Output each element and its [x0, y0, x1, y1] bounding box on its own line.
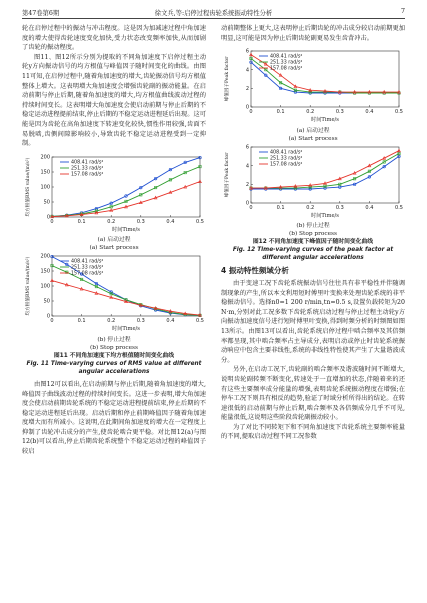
- y-tick-label: 0: [46, 214, 50, 221]
- y-tick-label: 0: [245, 104, 249, 111]
- peak-stop-chart: [221, 143, 405, 219]
- x-tick-label: 0: [50, 318, 54, 325]
- y-tick-label: 0: [245, 200, 249, 207]
- legend-label: 157.08 rad/s²: [270, 66, 303, 72]
- y-tick-label: 2: [245, 86, 249, 93]
- subcaption-en: (b) Stop process: [89, 344, 139, 351]
- series-line: [52, 181, 200, 216]
- subcaption: (a) 启动过程: [296, 127, 330, 134]
- x-tick-label: 0.4: [166, 318, 175, 325]
- y-tick-label: 2: [245, 181, 249, 188]
- x-tick-label: 0.1: [77, 318, 86, 325]
- y-axis-label: 均方根值RMS value/(m/s²): [26, 256, 31, 316]
- x-tick-label: 0.1: [276, 204, 285, 211]
- y-tick-label: 100: [40, 184, 50, 191]
- subcaption-en: (b) Stop process: [288, 231, 338, 238]
- y-axis-label: 均方根值RMS value/(m/s²): [26, 157, 31, 217]
- y-tick-label: 50: [43, 299, 50, 306]
- page-number: 7: [400, 8, 405, 15]
- x-tick-label: 0: [50, 218, 54, 225]
- x-tick-label: 0.3: [136, 318, 145, 325]
- subcaption: (b) 停止过程: [97, 336, 131, 343]
- rms-start-chart: [22, 153, 206, 233]
- x-axis-label: 时间Time/s: [311, 212, 339, 219]
- x-tick-label: 0.5: [395, 204, 403, 211]
- paragraph: 另外,在启动工况下,齿轮副的啮合频率及谐波随时间不断增大,说明齿轮副转频不断变化,转速处于一直增加的状态,伴随着来的还有这些主要频率成分能量的增强,表明齿轮系统振动程度在增强;在停车工况下则具有相反的趋势,验证了时域分析所得出的结论。在转速很低的启动前期与停止后期,啮合频率及各倍频成分几乎不可见,能量很低,这说明这些阶段齿轮副振动较小。: [221, 366, 405, 422]
- y-tick-label: 200: [40, 254, 50, 261]
- subcaption: (a) 启动过程: [97, 237, 131, 244]
- legend-label: 157.08 rad/s²: [71, 272, 104, 278]
- figure-11: [22, 153, 206, 376]
- figure-caption-en: Fig. 12 Time-varying curves of the peak factor at different angular accelerations: [232, 247, 394, 262]
- legend-label: 408.41 rad/s²: [71, 260, 104, 266]
- figure-caption: 图12 不同角加速度下峰值因子随时间变化曲线: [252, 239, 374, 246]
- x-axis-label: 时间Time/s: [112, 226, 140, 233]
- legend-label: 157.08 rad/s²: [270, 162, 303, 168]
- legend-label: 157.08 rad/s²: [71, 172, 104, 178]
- running-header: [22, 6, 405, 19]
- subcaption-en: (a) Start process: [89, 245, 139, 252]
- left-column: [22, 24, 206, 457]
- y-tick-label: 6: [245, 48, 249, 55]
- legend-label: 408.41 rad/s²: [270, 150, 303, 156]
- x-tick-label: 0.2: [306, 204, 315, 211]
- x-tick-label: 0.3: [136, 218, 145, 225]
- section-heading: 4 振动特性频域分析: [221, 266, 289, 276]
- x-tick-label: 0.4: [365, 109, 374, 116]
- x-tick-label: 0.1: [276, 109, 285, 116]
- figure-12: [221, 47, 405, 262]
- x-tick-label: 0.2: [107, 318, 116, 325]
- figure-caption-en: Fig. 11 Time-varying curves of RMS value at different angular accelerations: [26, 360, 202, 375]
- y-tick-label: 150: [40, 269, 50, 276]
- x-tick-label: 0.5: [196, 318, 204, 325]
- journal-volume: 第47卷第6期: [22, 10, 60, 17]
- paragraph: 为了对比不同转矩下和不同角加速度下齿轮系统主要频率能量的不同,提取启动过程不同工况参数: [221, 423, 405, 441]
- x-tick-label: 0.3: [335, 204, 344, 211]
- legend-label: 251.33 rad/s²: [71, 266, 104, 272]
- y-axis-label: 峰值因子Peak factor: [225, 152, 230, 198]
- x-tick-label: 0.3: [335, 109, 344, 116]
- x-tick-label: 0.5: [395, 109, 403, 116]
- peak-start-chart: [221, 47, 405, 123]
- x-tick-label: 0.5: [196, 218, 204, 225]
- x-axis-label: 时间Time/s: [112, 326, 140, 333]
- x-tick-label: 0.2: [107, 218, 116, 225]
- x-tick-label: 0.1: [77, 218, 86, 225]
- series-line: [52, 281, 200, 316]
- paragraph: 由于变速工况下齿轮系统振动信号往往具有非平稳性并伴随调制现象的产生,所以本文利用短时傅里叶变换来处理齿轮系统的非平稳振动信号。选择n0=1 200 r/min,tn=0.5 s,设置负载转矩为20 N·m,分别对此工况多数下齿轮系统启动过程与停止过程主动轮y方向振动加速度信号进行短时傅里叶变换,得到时频分析的时频图如图13所示。由图13可以看出,齿轮系统启停过程中啮合频率及其倍频率都呈现,其中啮合频率占主导成分,表明启动或停止时齿轮系统振动响应中包含主要非线性,系统的非线性特性使其产生了大量谐波成分。: [221, 279, 405, 364]
- legend-label: 408.41 rad/s²: [270, 54, 303, 60]
- y-axis-label: 峰值因子Peak factor: [225, 56, 230, 102]
- x-tick-label: 0.4: [166, 218, 175, 225]
- rms-stop-chart: [22, 252, 206, 332]
- subcaption: (b) 停止过程: [296, 223, 330, 230]
- y-tick-label: 200: [40, 154, 50, 161]
- x-tick-label: 0.4: [365, 204, 374, 211]
- y-tick-label: 0: [46, 314, 50, 321]
- legend-label: 251.33 rad/s²: [71, 166, 104, 172]
- subcaption-en: (a) Start process: [288, 135, 338, 142]
- paragraph: 图11、图12所示分别为提取的不同角加速度下启停过程主动轮y方向振动信号的均方根值与峰值因子随时间变化的曲线。由图11可知,在启停过程中,随着角加速度的增大,齿轮振动信号均方根值整体上增大。这表明增大角加速度会增强齿轮副的振动能量。在启动前期与停止后期,随着角加速度的增大,均方根值曲线波动过程的持续时间变长。这表明增大角加速度会使启动前期与停止后期的不稳定运动进程提前结束,停止后期的不稳定运动进程延后出现。这可能是因为齿轮在高角加速度下转速变化较快,惯性作用较强,齿面不易脱啮,齿侧间隙影响较小,导致齿轮不稳定运动进程受到一定抑制。: [22, 53, 206, 148]
- legend-label: 251.33 rad/s²: [270, 60, 303, 66]
- y-tick-label: 100: [40, 284, 50, 291]
- x-tick-label: 0: [249, 109, 253, 116]
- x-tick-label: 0.2: [306, 109, 315, 116]
- paragraph: 轮在启停过程中的振动与冲击程度。这是因为加减速过程中角加速度的增大使得齿轮速度变化加快,受力状态改变频率加快,从而加剧了齿轮的振动程度。: [22, 25, 206, 52]
- y-tick-label: 4: [245, 67, 249, 74]
- paragraph: 由图12可以看出,在启动前期与停止后期,随着角加速度的增大,峰值因子曲线波动过程的持续时间变长。这进一步表明,增大角加速度会使启动前期齿轮系统的不稳定运动进程提前结束,停止后期的不稳定运动进程延后出现。启动后期和停止前期峰值因子随着角加速度增大而有所减小。这说明,在此期间角加速度的增大在一定程度上抑制了齿轮冲击成分的产生,使齿轮啮合更平稳。对比图12(a)与图12(b)可以看出,停止后期齿轮系统整个不稳定运动过程的峰值因子较启: [22, 380, 206, 456]
- y-tick-label: 50: [43, 199, 50, 206]
- x-tick-label: 0: [249, 204, 253, 211]
- x-axis-label: 时间Time/s: [311, 117, 339, 124]
- paragraph: 动前期整体上更大,这表明停止后期齿轮的冲击成分较启动前期更加明显,这可能是因为停止后期齿轮副更易发生齿背冲击。: [221, 25, 405, 42]
- y-tick-label: 4: [245, 163, 249, 170]
- legend-label: 408.41 rad/s²: [71, 160, 104, 166]
- running-title: 徐文兵,等:启停过程齿轮系统振动特性分析: [154, 10, 273, 17]
- y-tick-label: 6: [245, 144, 249, 151]
- legend-label: 251.33 rad/s²: [270, 156, 303, 162]
- right-column: [221, 24, 405, 442]
- figure-caption: 图11 不同角加速度下均方根值随时间变化曲线: [53, 352, 175, 359]
- y-tick-label: 150: [40, 169, 50, 176]
